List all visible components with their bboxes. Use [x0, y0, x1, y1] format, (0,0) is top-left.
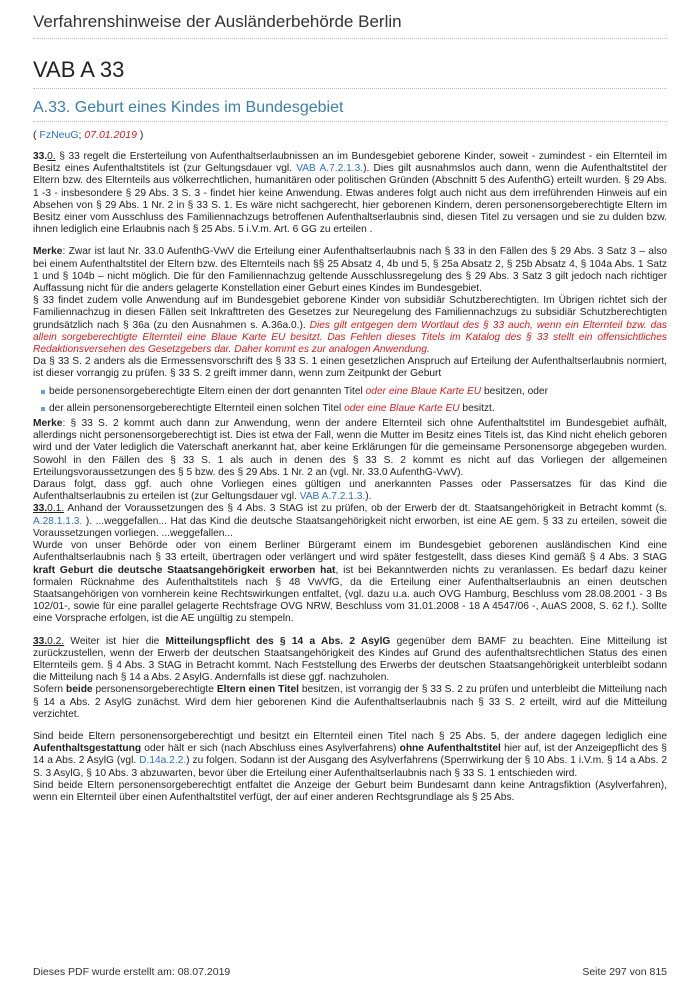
fzneug-link[interactable]: FzNeuG [39, 129, 79, 141]
para-text: ). ...weggefallen... Hat das Kind die deutsche Staatsangehörigkeit nicht erworben, ist eine AE gem. § 33 zu erteilen, soweit die Voraussetzungen vorliegen. ...weggefallen... [33, 515, 667, 539]
vab-a-7-2-1-3-link[interactable]: VAB A.7.2.1.3. [296, 163, 364, 175]
para-text: ) zu folgen. Sodann ist der Ausgang des Asylverfahrens (Sperrwirkung der § 10 Abs. 1 i.V.m. § 14 a Abs. 2 S. 3 AsylG, § 10 Abs. 3 abzuwarten, bevor über die Erteilung einer Aufenthaltserlaubnis nach § 33 S. 1 entschieden wird. [33, 755, 667, 779]
content [33, 151, 667, 804]
para-text: : § 33 S. 2 kommt auch dann zur Anwendung, wenn der andere Elternteil sich ohne Aufenthaltstitel im Bundesgebiet aufhält, allerdings nicht personensorgeberechtigt ist. Dies ist etwa der Fall, wenn die Mutter im Besitz eines Titels ist, das Kind nicht ehelich geboren wird und der Vater lediglich die Vaterschaft anerkannt hat, aber keine Erklärungen für die gemeinsame Personensorge abgegeben wurden. Sowohl in den Fällen des § 33 S. 1 als auch in denen des § 33 S. 2 kommt es nicht auf das Vorliegen der allgemeinen Erteilungsvoraussetzungen des § 5 bzw. des § 29 Abs. 1 Nr. 2 an (vgl. Nr. 33.0 AufenthG-VwV). [33, 418, 667, 478]
document-title: VAB A 33 [33, 57, 667, 89]
bullet-text: besitzt. [459, 402, 495, 414]
bullet-text: der allein personensorgeberechtigte Elternteil einen solchen Titel [49, 402, 345, 414]
para-text: Weiter ist hier die [64, 635, 166, 647]
document-page [33, 0, 667, 804]
vab-a-7-2-1-3-link[interactable]: VAB A.7.2.1.3. [299, 491, 366, 503]
para-text: gegenüber dem BAMF zu beachten. Eine Mitteilung ist zurückzustellen, wenn der Erwerb der deutschen Staatsangehörigkeit des Kindes auf Grund des aufenthaltsrechtlichen Status des einen Elternteils gem. § 4 Abs. 3 StAG in Betracht kommt. Nach Feststellung des Erwerbs der deutschen Staatsangehörigkeit unterbleibt sodann die Mitteilung nach § 14 a Abs. 2 AsylG. Andernfalls ist diese ggf. nachzuholen. [33, 635, 668, 684]
merke-label: Merke [33, 418, 63, 430]
paragraph-33-0-2 [33, 636, 667, 685]
bullet-text: beide personensorgeberechtigte Eltern einen der dort genannten Titel [49, 385, 366, 397]
para-num: 33. [33, 635, 48, 647]
paragraph-25-5 [33, 731, 667, 780]
para-text: oder hält er sich (nach Abschluss eines Asylverfahrens) [141, 743, 400, 755]
bold-text: Mitteilungspflicht des § 14 a Abs. 2 AsylG [165, 635, 391, 647]
meta-date: 07.01.2019 [84, 129, 137, 141]
para-text: , ist bei Bekanntwerden nichts zu veranlassen. Es bedarf dazu keiner formalen Rücknahme des Aufenthaltstitels nach § 48 VwVfG, da die Erteilung einer Aufenthaltserlaubnis an einen deutschen Staatsangehörigen von vornherein keine Rechtswirkungen entfaltet, (vgl. dazu u.a. auch OVG Hamburg, Beschluss vom 28.08.2001 - 3 Bs 102/01-, sowie für eine parallel gelagerte Rechtsfrage OVG NRW, Beschluss vom 31.01.2008 - 18 A 4547/06 -, AuAS 2008, S. 62 f.). Sollte eine Vorsprache erfolgen, ist die AE ungültig zu stempeln. [33, 564, 667, 625]
para-text: Da § 33 S. 2 anders als die Ermessensvorschrift des § 33 S. 1 einen gesetzlichen Anspruch auf Erteilung der Aufenthaltserlaubnis normiert, ist dieser vorrangig zu prüfen. § 33 S. 2 greift immer dann, wenn zum Zeitpunkt der Geburt [33, 356, 667, 380]
bold-text: kraft Geburt die deutsche Staatsangehörigkeit erworben hat [33, 564, 336, 576]
paragraph-subsidiary [33, 295, 667, 356]
paragraph-birth-citizenship [33, 540, 667, 625]
red-note: Dies gilt entgegen dem Wortlaut des § 33 auch, wenn ein Elternteil bzw. das allein sorgeberechtigte Elternteil eine Blaue Karte EU besitzt. Das Fehlen dieses Titels im Katalog des § 33 stellt ein offensichtliches Redaktionsversehen des Gesetzgebers dar. Daher kommt es zur analogen Anwendung. [33, 319, 667, 356]
paragraph-s2 [33, 356, 667, 380]
para-sub: 0.2. [47, 635, 65, 647]
para-text: § 33 findet zudem volle Anwendung auf im Bundesgebiet geborene Kinder von subsidiär Schutzberechtigten. Im Übrigen richtet sich der Familiennachzug in diesen Fällen seit Inkrafttreten des Gesetzes zur Neuregelung des Familiennachzugs zu subsidiär Schutzberechtigten grundsätzlich nach § 36a (zu den Ausnahmen s. A.36a.0.). [33, 295, 667, 331]
para-text: § 33 regelt die Ersterteilung von Aufenthaltserlaubnissen an im Bundesgebiet geborene Kinder, soweit - zumindest - ein Elternteil im Besitz eines Aufenthaltstitels ist (zur Geltungsdauer vgl. [33, 151, 667, 175]
square-bullet-icon [41, 390, 45, 394]
para-text: Wurde von unser Behörde oder von einem Berliner Bürgeramt einem im Bundesgebiet geborenen ausländischen Kind eine Aufenthaltserlaubnis nach § 33 erteilt, übertragen oder verlängert und wird später festgestellt, dass dieses Kind gemäß § 4 Abs. 3 StAG [33, 540, 667, 564]
meta-line [33, 129, 667, 141]
para-text: ). [365, 491, 372, 503]
red-note: oder eine Blaue Karte EU [344, 402, 460, 414]
para-text: Sofern [33, 684, 66, 696]
section-title: A.33. Geburt eines Kindes im Bundesgebiet [33, 99, 667, 122]
para-num: 33. [33, 503, 48, 515]
para-text: personensorgeberechtigte [92, 684, 217, 696]
footer-page-number: Seite 297 von 815 [582, 966, 667, 978]
bold-text: Aufenthaltsgestattung [33, 743, 142, 755]
para-text: Daraus folgt, dass ggf. auch ohne Vorliegen eines gültigen und anerkannten Passes oder Passersatzes für das Kind die Aufenthaltserlaubnis zu erteilen ist (zur Geltungsdauer vgl. [33, 479, 667, 503]
meta-close: ) [136, 129, 144, 141]
paragraph-antragsfiktion [33, 780, 667, 804]
paragraph-pass [33, 479, 667, 503]
paragraph-merke-2 [33, 418, 667, 479]
para-text: besitzen, ist vorrangig der § 33 S. 2 zu prüfen und unterbleibt die Mitteilung nach § 14 a Abs. 2 AsylG zunächst. Wird dem hier geborenen Kind die Aufenthaltserlaubnis nach § 33 S. 2 erteilt, wird auf die Mitteilung verzichtet. [33, 684, 667, 720]
meta-sep: ; [78, 129, 85, 141]
footer-created: Dieses PDF wurde erstellt am: 08.07.2019 [33, 966, 231, 978]
paragraph-merke-1 [33, 246, 667, 295]
paragraph-both-parents [33, 684, 667, 721]
para-text: ). Dies gilt ausnahmslos auch dann, wenn die Aufenthaltstitel der Eltern bzw. des Elternteils aus völkerrechtlichen, humanitären oder politischen Gründen (Abschnitt 5 des AufenthG) erteilt wurden. § 29 Abs. 1 -3 - insbesondere § 29 Abs. 3 S. 3 - findet hier keine Anwendung. Etwas anderes folgt auch nicht aus dem irreführenden Hinweis auf ein Absehen von § 29 Abs. 1 Nr. 2 in § 33 S. 1. Es wäre nicht sachgerecht, hier geborenen Kindern, deren personensorgeberechtigte Eltern im Besitz einer vom Ausschluss des Familiennachzugs betroffenen Aufenthaltserlaubnis sind, diesen Titel zu versagen und sie zu dulden bzw. ihnen lediglich eine Erlaubnis nach § 25 Abs. 5 i.V.m. Art. 6 GG zu erteilen . [33, 163, 667, 236]
paragraph-33-0 [33, 151, 667, 236]
list-item [41, 386, 667, 398]
bold-text: beide [65, 684, 93, 696]
red-note: oder eine Blaue Karte EU [365, 385, 482, 397]
bold-text: Eltern einen Titel [216, 684, 299, 696]
site-title: Verfahrenshinweise der Ausländerbehörde Berlin [33, 12, 667, 39]
para-num: 33. [33, 151, 48, 162]
para-text: Sind beide Eltern personensorgeberechtigt entfaltet die Anzeige der Geburt beim Bundesamt dann keine Antragsfiktion (Asylverfahren), wenn ein Elternteil über einen Aufenthaltstitel verfügt, der auf einer anderen Rechtsgrundlage als § 25 Abs. [33, 779, 667, 803]
para-sub: 0. [47, 151, 56, 162]
paragraph-33-0-1 [33, 503, 667, 540]
para-text: hier auf, ist der Anzeigepflicht des § 14 a Abs. 2 AsylG (vgl. [33, 743, 667, 767]
bullet-text: besitzen, oder [481, 385, 548, 397]
meta-open: ( [33, 129, 40, 141]
list-item [41, 403, 667, 415]
square-bullet-icon [41, 407, 45, 411]
d-14a-2-2-link[interactable]: D.14a.2.2. [139, 755, 187, 767]
para-text: Sind beide Eltern personensorgeberechtigt und besitzt ein Elternteil einen Titel nach § 25 Abs. 5, der andere dagegen lediglich eine [33, 730, 667, 742]
para-sub: 0.1. [47, 503, 65, 515]
merke-label: Merke [33, 246, 63, 258]
para-text: : Zwar ist laut Nr. 33.0 AufenthG-VwV die Erteilung einer Aufenthaltserlaubnis nach § 33 in den Fällen des § 29 Abs. 3 Satz 3 – also bei einem Aufenthaltstitel der Eltern bzw. des Elternteils nach §§ 25 Absatz 4, 4b und 5, § 25a Absatz 2, § 25b Absatz 4, § 104a Abs. 1 Satz 1 und § 104b – nicht möglich. Die für den Familiennachzug geltende Ausschlussregelung des § 29 Abs. 3 Satz 3 gilt jedoch nach richtiger Auffassung nicht für die anders gelagerte Konstellation einer Geburt eines Kindes im Bundesgebiet. [33, 246, 667, 295]
bold-text: ohne Aufenthaltstitel [399, 743, 501, 755]
a-28-1-1-3-link[interactable]: A.28.1.1.3. [33, 515, 83, 527]
para-text: Anhand der Voraussetzungen des § 4 Abs. 3 StAG ist zu prüfen, ob der Erwerb der dt. Staatsangehörigkeit in Betracht kommt (s. [64, 503, 667, 515]
